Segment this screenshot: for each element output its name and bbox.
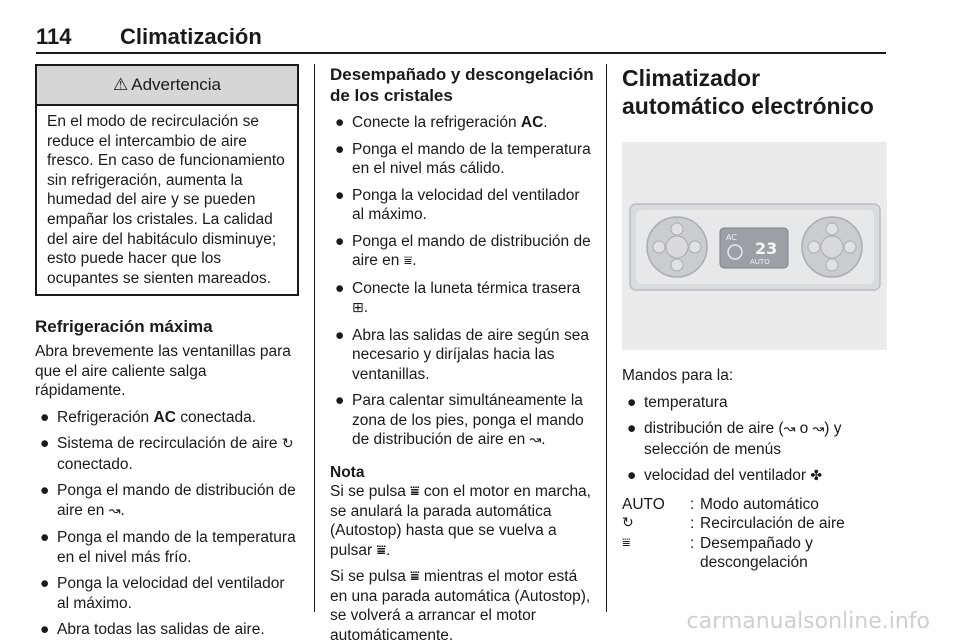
list-item: ● Ponga la velocidad del ventilador al máximo. (335, 186, 580, 223)
air-distribution-icon: ↝ (783, 421, 796, 437)
section-title: Climatizador automático electrónico (622, 65, 874, 119)
list-item: ● Para calentar simultáneamente la zona de los pies, ponga el mando de distribución de aire en ↝. (335, 392, 584, 448)
column-left (35, 64, 300, 640)
list-item: ● Ponga el mando de la temperatura en el nivel más cálido. (335, 140, 591, 177)
fan-knob (802, 217, 862, 277)
warning-triangle-icon: ⚠ (112, 75, 129, 95)
watermark: carmanualsonline.info (686, 609, 930, 634)
warning-box (35, 64, 299, 296)
note-text: Si se pulsa ⩸ mientras el motor está en una parada automática (Autostop), se volverá a arrancar el motor automáticamente. (330, 568, 591, 642)
definition-desc: Modo automático (700, 495, 819, 513)
defrost-icon: ⩸ (403, 253, 413, 269)
max-cooling-list (35, 408, 300, 640)
column-right (622, 64, 888, 573)
display-temp: 23 (755, 239, 778, 258)
list-item: ● Sistema de recirculación de aire ↻ conectado. (40, 435, 294, 473)
display-auto-label: AUTO (750, 258, 770, 266)
rear-defrost-icon: ⊞ (352, 300, 364, 316)
table-row: AUTO : Modo automático (622, 495, 888, 515)
climate-panel-illustration (622, 142, 887, 350)
climate-panel-image (622, 142, 887, 350)
fan-icon: ✤ (810, 468, 823, 484)
page-number: 114 (36, 24, 72, 49)
list-item: ● distribución de aire (↝ o ↝) y selección de menús (627, 420, 842, 458)
temperature-knob (647, 217, 707, 277)
header-rule (36, 52, 886, 54)
table-row: ⩸ : Desempañado y descongelación (622, 534, 888, 573)
controls-list (622, 393, 888, 487)
page-title: Climatización (120, 24, 262, 49)
defrost-icon: ⩸ (622, 534, 631, 551)
air-distribution-icon: ↝ (812, 421, 825, 437)
list-item: ● velocidad del ventilador ✤ (627, 467, 823, 484)
list-item: ● Abra las salidas de aire según sea necesario y diríjalas hacia las ventanillas. (335, 326, 589, 383)
list-item: ● Conecte la luneta térmica trasera ⊞. (335, 279, 581, 316)
table-row: ↻ : Recirculación de aire (622, 514, 888, 534)
air-distribution-icon: ↝ (529, 432, 542, 448)
definition-term: AUTO (622, 495, 665, 513)
defog-list (330, 113, 595, 451)
defog-heading: Desempañado y descongelación de los cristales (330, 65, 594, 105)
max-cooling-heading: Refrigeración máxima (35, 317, 213, 337)
column-divider (606, 64, 607, 612)
list-item: ● Ponga el mando de la temperatura en el nivel más frío. (40, 529, 296, 566)
recirculation-icon: ↻ (281, 436, 294, 453)
note-text: Si se pulsa ⩸ con el motor en marcha, se anulará la parada automática (Autostop) hasta que se vuelva a pulsar ⩸. (330, 483, 591, 559)
display-ac-label: AC (726, 233, 737, 242)
list-item: ● Ponga el mando de distribución de aire en ↝. (40, 482, 296, 519)
warning-header (37, 66, 297, 106)
note-label: Nota (330, 463, 365, 481)
list-item: ● Refrigeración AC conectada. (40, 408, 257, 426)
air-distribution-icon: ↝ (108, 502, 121, 519)
list-item: ● Ponga la velocidad del ventilador al máximo. (40, 575, 285, 612)
list-item: ● temperatura (627, 393, 728, 411)
list-item: ● Ponga el mando de distribución de aire en ⩸. (335, 232, 591, 269)
definition-desc: Desempañado y descongelación (700, 534, 813, 571)
list-item: ● Abra todas las salidas de aire. (40, 621, 265, 639)
warning-body: En el modo de recirculación se reduce el intercambio de aire fresco. En caso de funcionamiento sin refrigeración, aumenta la humedad del aire y se pueden empañar los cristales. La calidad del aire del habitáculo disminuye; esto puede hacer que los ocupantes se sienten mareados. (47, 113, 285, 287)
column-divider (314, 64, 315, 612)
definitions-table (622, 495, 888, 573)
controls-intro: Mandos para la: (622, 367, 734, 384)
column-middle (330, 64, 595, 642)
max-cooling-intro: Abra brevemente las ventanillas para que el aire caliente salga rápidamente. (35, 343, 291, 400)
recirculation-icon: ↻ (622, 515, 634, 531)
warning-title: Advertencia (131, 75, 222, 95)
definition-desc: Recirculación de aire (700, 515, 845, 532)
list-item: ● Conecte la refrigeración AC. (335, 114, 548, 131)
center-display (720, 228, 788, 268)
page-header (36, 22, 886, 52)
